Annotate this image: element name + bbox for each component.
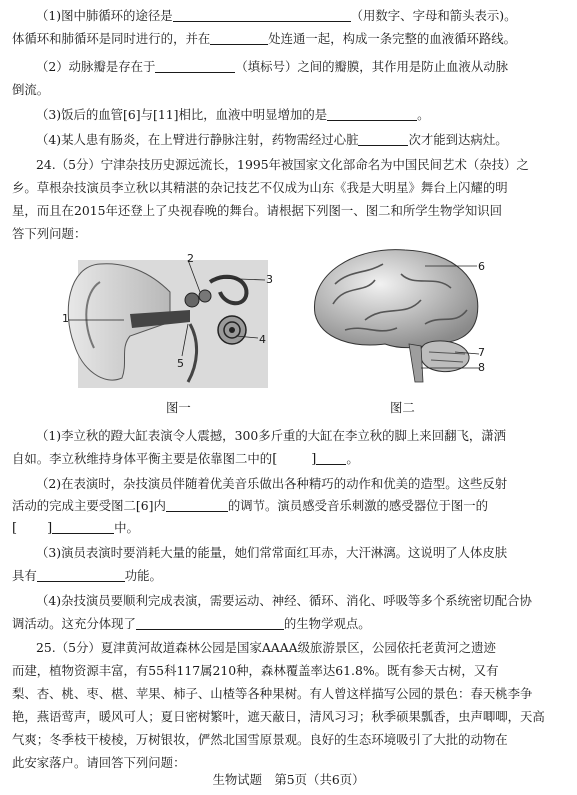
- ear-illustration: [60, 252, 275, 392]
- q24-p4-line-1: [36, 593, 567, 609]
- text: （用数字、字母和箭头表示)。: [350, 8, 517, 23]
- text: 处连通一起，构成一条完整的血液循环路线。: [268, 31, 517, 46]
- text: （4)杂技演员要顺利完成表演，需要运动、神经、循环、消化、呼吸等多个系统密切配合协: [36, 593, 532, 608]
- q24-intro-1: [36, 157, 567, 173]
- q23-line-6: [36, 132, 567, 148]
- q24-intro-3: [12, 203, 567, 219]
- figure-2-caption: 图二: [390, 400, 415, 415]
- text: 活动的完成主要受图二[6]内: [12, 498, 166, 513]
- answer-blank[interactable]: [155, 60, 235, 73]
- q23-line-1: [36, 8, 567, 24]
- text: 梨、杏、桃、枣、椹、苹果、柿子、山楂等各种果树。有人曾这样描写公园的景色：春天桃李争: [12, 686, 533, 701]
- answer-blank[interactable]: [136, 617, 284, 630]
- answer-blank[interactable]: [17, 522, 47, 534]
- answer-blank[interactable]: [210, 32, 268, 45]
- bracket-open: [: [272, 452, 278, 467]
- text: 25.（5分）夏津黄河故道森林公园是国家AAAA级旅游景区，公园依托老黄河之遗迹: [36, 640, 496, 655]
- q23-line-5: [36, 107, 567, 123]
- brain-label-8: 8: [478, 361, 485, 374]
- answer-blank[interactable]: [52, 521, 114, 534]
- answer-blank[interactable]: [173, 9, 351, 22]
- q25-line-2: [12, 663, 567, 679]
- answer-blank[interactable]: [37, 569, 125, 582]
- figure-1-caption: 图一: [166, 400, 191, 415]
- bracket-close: ]: [311, 452, 317, 467]
- text: 气爽；冬季枝干棱棱，万树银妆，俨然北国雪原景观。良好的生态环境吸引了大批的动物在: [12, 732, 508, 747]
- text: 功能。: [124, 568, 162, 583]
- text: 。: [417, 107, 430, 122]
- text: 。: [346, 451, 359, 466]
- text: 中。: [114, 520, 139, 535]
- text: （1)李立秋的蹬大缸表演令人震撼，300多斤重的大缸在李立秋的脚上来回翻飞，潇洒: [36, 428, 507, 443]
- q25-line-4: [12, 709, 567, 725]
- answer-blank[interactable]: [358, 133, 408, 146]
- brain-illustration: [305, 244, 485, 384]
- ear-label-4: 4: [259, 333, 266, 346]
- text: 而建，植物资源丰富，有55科117属210种，森林覆盖率达61.8%。既有参天古树，又有: [12, 663, 499, 678]
- q24-p2-line-2: [12, 498, 567, 514]
- text: （4)某人患有肠炎，在上臂进行静脉注射，药物需经过心脏: [36, 132, 359, 147]
- q24-intro-4: [12, 226, 567, 242]
- q24-p2-line-1: [36, 476, 567, 492]
- text: 次才能到达病灶。: [408, 132, 508, 147]
- text: 24.（5分）宁津杂技历史源远流长，1995年被国家文化部命名为中国民间艺术（杂技）之: [36, 157, 529, 172]
- text: 调活动。这充分体现了: [12, 616, 136, 631]
- q23-line-3: [36, 59, 567, 75]
- text: 乡。草根杂技演员李立秋以其精湛的杂记技艺不仅成为山东《我是大明星》舞台上闪耀的明: [12, 180, 508, 195]
- q24-p2-line-3: [12, 520, 567, 537]
- ear-label-1: 1: [62, 312, 69, 325]
- text: 答下列问题：: [12, 226, 87, 241]
- text: （填标号）之间的瓣膜，其作用是防止血液从动脉: [235, 59, 508, 74]
- q24-p1-line-2: [12, 451, 567, 468]
- text: 自如。李立秋维持身体平衡主要是依靠图二中的: [12, 451, 273, 466]
- q24-intro-2: [12, 180, 567, 196]
- text: 星，而且在2015年还登上了央视春晚的舞台。请根据下列图一、图二和所学生物学知识回: [12, 203, 502, 218]
- q24-p1-line-1: [36, 428, 567, 444]
- bracket-open: [: [12, 521, 18, 536]
- q24-p4-line-2: [12, 616, 567, 632]
- text: 体循环和肺循环是同时进行的，并在: [12, 31, 211, 46]
- text: （2）动脉瓣是存在于: [36, 59, 156, 74]
- answer-blank[interactable]: [166, 499, 228, 512]
- ear-label-5: 5: [177, 357, 184, 370]
- ear-label-3: 3: [266, 273, 273, 286]
- q24-p3-line-2: [12, 568, 567, 584]
- q24-p3-line-1: [36, 545, 567, 561]
- page-footer: 生物试题 第5页（共6页）: [212, 772, 365, 787]
- answer-blank[interactable]: [316, 452, 346, 465]
- brain-label-7: 7: [478, 346, 485, 359]
- q25-line-1: [36, 640, 567, 656]
- q23-line-2: [12, 31, 567, 47]
- ear-label-2: 2: [187, 252, 194, 265]
- answer-blank[interactable]: [327, 108, 417, 121]
- answer-blank[interactable]: [277, 453, 311, 465]
- text: 的调节。演员感受音乐刺激的感受器位于图一的: [227, 498, 489, 513]
- q23-line-4: [12, 82, 567, 98]
- text: （1)图中肺循环的途径是: [36, 8, 173, 23]
- q25-line-6: [12, 755, 567, 771]
- text: 此安家落户。请回答下列问题：: [12, 755, 186, 770]
- q25-line-3: [12, 686, 567, 702]
- text: （2)在表演时，杂技演员伴随着优美音乐做出各种精巧的动作和优美的造型。这些反射: [36, 476, 508, 491]
- text: （3)演员表演时要消耗大量的能量，她们常常面红耳赤，大汗淋漓。这说明了人体皮肤: [36, 545, 508, 560]
- q25-line-5: [12, 732, 567, 748]
- bracket-close: ]: [47, 521, 53, 536]
- text: 倒流。: [12, 82, 50, 97]
- brain-label-6: 6: [478, 260, 485, 273]
- text: 具有: [12, 568, 37, 583]
- text: （3)饭后的血管[6]与[11]相比，血液中明显增加的是: [36, 107, 328, 122]
- text: 艳，燕语莺声，暖风可人；夏日密树繁叶，遮天蔽日，清风习习；秋季硕果瓢香，虫声唧唧，天高: [12, 709, 545, 724]
- text: 的生物学观点。: [283, 616, 371, 631]
